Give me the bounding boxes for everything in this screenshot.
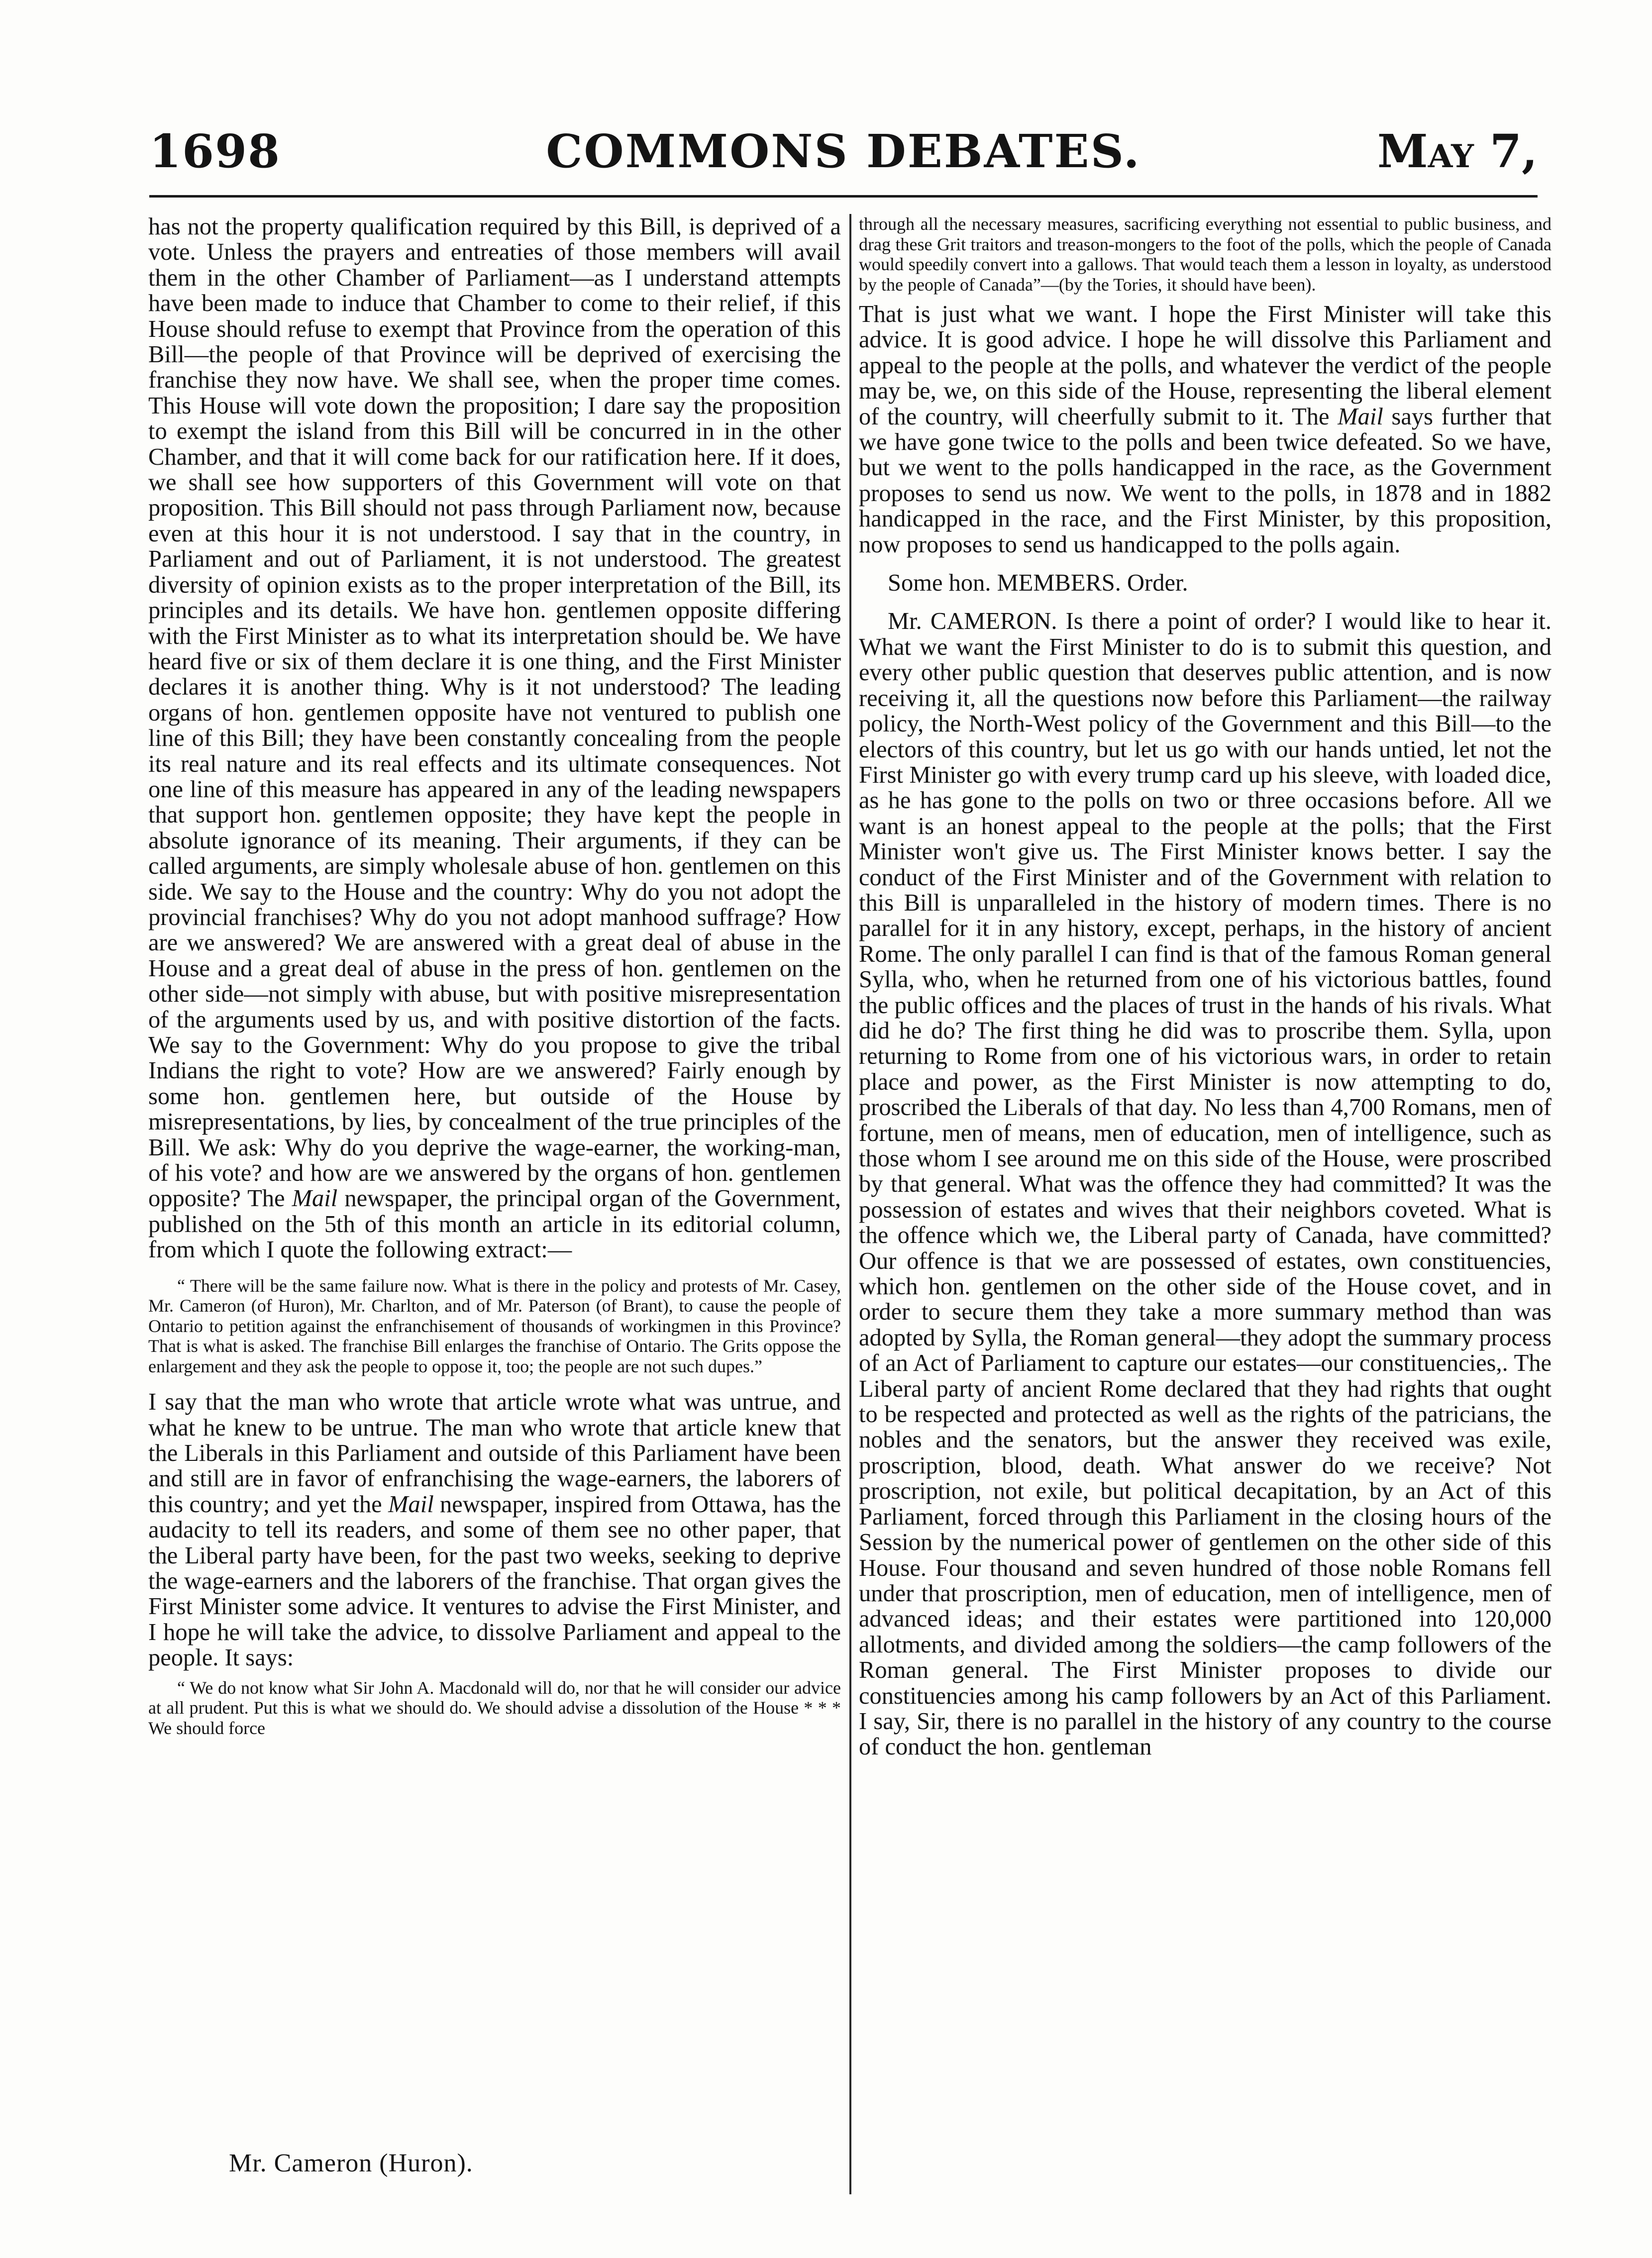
right-paragraph-1-tail: says further that we have gone twice to the polls and been twice defeated. So we have, but we went to the polls handicapped in the race, as the Government proposes to send us now. We went to the polls, in 1878 and in 1882 handicapped in the race, and the First Minister, by this proposition, now proposes to send us handicapped to the polls again. (859, 403, 1552, 558)
mail-quotation-1: “ There will be the same failure now. What is there in the policy and protests of Mr. Casey, Mr. Cameron (of Huron), Mr. Charlton, and of Mr. Paterson (of Brant), to cause the people of Ontario to petition against the enfranchisement of thousands of workingmen in this Province? That is what is asked. The franchise Bill enlarges the franchise of Ontario. The Grits oppose the enlargement and they ask the people to oppose it, too; the people are not such dupes.” (148, 1275, 841, 1376)
cameron-speech: Mr. CAMERON. Is there a point of order? I would like to hear it. What we want the First Minister to do is to submit this question, and every other public question that deserves public attention, and is now receiving it, all the questions now before this Parliament—the railway policy, the North-West policy of the Government and this Bill—to the electors of this country, but let us go with our hands untied, let not the First Minister go with every trump card up his sleeve, with loaded dice, as he has gone to the polls on two or three occasions before. All we want is an honest appeal to the people at the polls; that the First Minister won't give us. The First Minister knows better. I say the conduct of the First Minister and of the Government with relation to this Bill is unparalleled in the history of modern times. There is no parallel for it in any history, except, perhaps, in the history of ancient Rome. The only parallel I can find is that of the famous Roman general Sylla, who, when he returned from one of his victorious battles, found the public offices and the places of trust in the hands of his rivals. What did he do? The first thing he did was to proscribe them. Sylla, upon returning to Rome from one of his victorious wars, in order to retain place and power, as the First Minister is now attempting to do, proscribed the Liberals of that day. No less than 4,700 Romans, men of fortune, men of means, men of education, men of intelligence, such as those whom I see around me on this side of the House, were proscribed by that general. What was the offence they had committed? It was the possession of estates and wives that their neighbors coveted. What is the offence which we, the Liberal party of Canada, have committed? Our offence is that we are possessed of estates, own constituencies, which hon. gentlemen on the other side of the House covet, and in order to secure them they take a more summary method than was adopted by Sylla, the Roman general—they adopt the summary process of an Act of Parliament to capture our estates—our constituencies,. The Liberal party of ancient Rome declared that they had rights that ought to be respected and protected as well as the rights of the patricians, the nobles and the senators, but the answer they received was exile, proscription, blood, death. What answer do we receive? Not proscription, not exile, but political decapitation, by an Act of this Parliament, forced through this Parliament in the closing hours of the Session by the numerical power of gentlemen on the other side of this House. Four thousand and seven hundred of those noble Romans fell under that proscription, men of education, men of intelligence, men of advanced ideas; and their estates were partitioned into 120,000 allotments, and divided among the soldiers—the camp followers of the Roman general. The First Minister proposes to divide our constituencies among his camp followers by an Act of this Parliament. I say, Sir, there is no parallel in the history of any country to the course of conduct the hon. gentleman (859, 608, 1551, 1760)
column-divider (849, 214, 851, 2194)
page-header (149, 124, 1538, 189)
left-paragraph-2 (148, 1389, 841, 1670)
left-paragraph-2-tail: newspaper, inspired from Ottawa, has the audacity to tell its readers, and some of them see no other paper, that the Liberal party have been, for the past two weeks, seeking to deprive the wage-earners and the laborers of the franchise. That organ gives the First Minister some advice. It ventures to advise the First Minister, and I hope he will take the advice, to dissolve Parliament and appeal to the people. It says: (148, 1491, 841, 1671)
mail-quotation-2-continued: through all the necessary measures, sacrificing everything not essential to public business, and drag these Grit traitors and treason-mongers to the foot of the polls, which the people of Canada would speedily convert into a gallows. That would teach them a lesson in loyalty, as understood by the people of Canada”—(by the Tories, it should have been). (859, 214, 1551, 295)
page-date: May 7, (1377, 124, 1538, 178)
running-speaker-footer: Mr. Cameron (Huron). (229, 2149, 473, 2177)
left-paragraph-1-tail: newspaper, the principal organ of the Government, published on the 5th of this month an article in its editorial column, from which I quote the following extract:— (148, 1185, 841, 1263)
left-paragraph-1-text: has not the property qualification required by this Bill, is deprived of a vote. Unless the prayers and entreaties of those members will avail them in the other Chamber of Parliament—as I understand attempts have been made to induce that Chamber to come to their relief, if this House should refuse to exempt that Province from the operation of this Bill—the people of that Province will be deprived of exercising the franchise they now have. We shall see, when the proper time comes. This House will vote down the proposition; I dare say the proposition to exempt the island from this Bill will be concurred in in the other Chamber, and that it will come back for our ratification here. If it does, we shall see how supporters of this Government will vote on that proposition. This Bill should not pass through Parliament now, because even at this hour it is not understood. I say that in the country, in Parliament and out of Parliament, it is not understood. The greatest diversity of opinion exists as to the proper interpretation of the Bill, its principles and its details. We have hon. gentlemen opposite differing with the First Minister as to what its interpretation should be. We have heard five or six of them declare it is one thing, and the First Minister declares it is another thing. Why is it not understood? The leading organs of hon. gentlemen opposite have not ventured to publish one line of this Bill; they have been constantly concealing from the people its real nature and its real effects and its ultimate consequences. Not one line of this measure has appeared in any of the leading newspapers that support hon. gentlemen opposite; they have kept the people in absolute ignorance of its meaning. Their arguments, if they can be called arguments, are simply wholesale abuse of hon. gentlemen on this side. We say to the House and the country: Why do you not adopt the provincial franchises? Why do you not adopt manhood suffrage? How are we answered? We are answered with a great deal of abuse in the House and a great deal of abuse in the press of hon. gentlemen on the other side—not simply with abuse, but with positive misrepresentation of the arguments used by us, and with positive distortion of the facts. We say to the Government: Why do you propose to give the tribal Indians the right to vote? How are we answered? Fairly enough by some hon. gentlemen here, but outside of the House by misrepresentations, by lies, by concealment of the true principles of the Bill. We ask: Why do you deprive the wage-earner, the working-man, of his vote? and how are we answered by the organs of hon. gentlemen opposite? The (148, 213, 841, 1212)
page-title: COMMONS DEBATES. (546, 124, 1141, 178)
left-paragraph-2-text: I say that the man who wrote that article wrote what was untrue, and what he knew to be untrue. The man who wrote that article knew that the Liberals in this Parliament and outside of this Parliament have been and still are in favor of enfranchising the wage-earners, the laborers of this country; and yet the (148, 1389, 841, 1518)
left-column (148, 214, 841, 1738)
mail-quotation-2: “ We do not know what Sir John A. Macdonald will do, nor that he will consider our advice at all prudent. Put this is what we should do. We should advise a dissolution of the House * * * We should force (148, 1677, 841, 1738)
header-rule (149, 195, 1538, 198)
mail-newspaper-name: Mail (292, 1185, 338, 1212)
page-number: 1698 (149, 124, 281, 178)
mail-newspaper-name: Mail (388, 1491, 434, 1518)
right-paragraph-1-text: That is just what we want. I hope the First Minister will take this advice. It is good advice. I hope he will dissolve this Parliament and appeal to the people at the polls, and whatever the verdict of the people may be, we, on this side of the House, representing the liberal element of the country, will cheerfully submit to it. The (859, 301, 1551, 430)
mail-newspaper-name: Mail (1338, 403, 1383, 430)
right-paragraph-1 (859, 302, 1551, 557)
right-column (859, 214, 1551, 1760)
left-paragraph-1 (148, 214, 841, 1263)
interjection: Some hon. MEMBERS. Order. (888, 570, 1188, 597)
